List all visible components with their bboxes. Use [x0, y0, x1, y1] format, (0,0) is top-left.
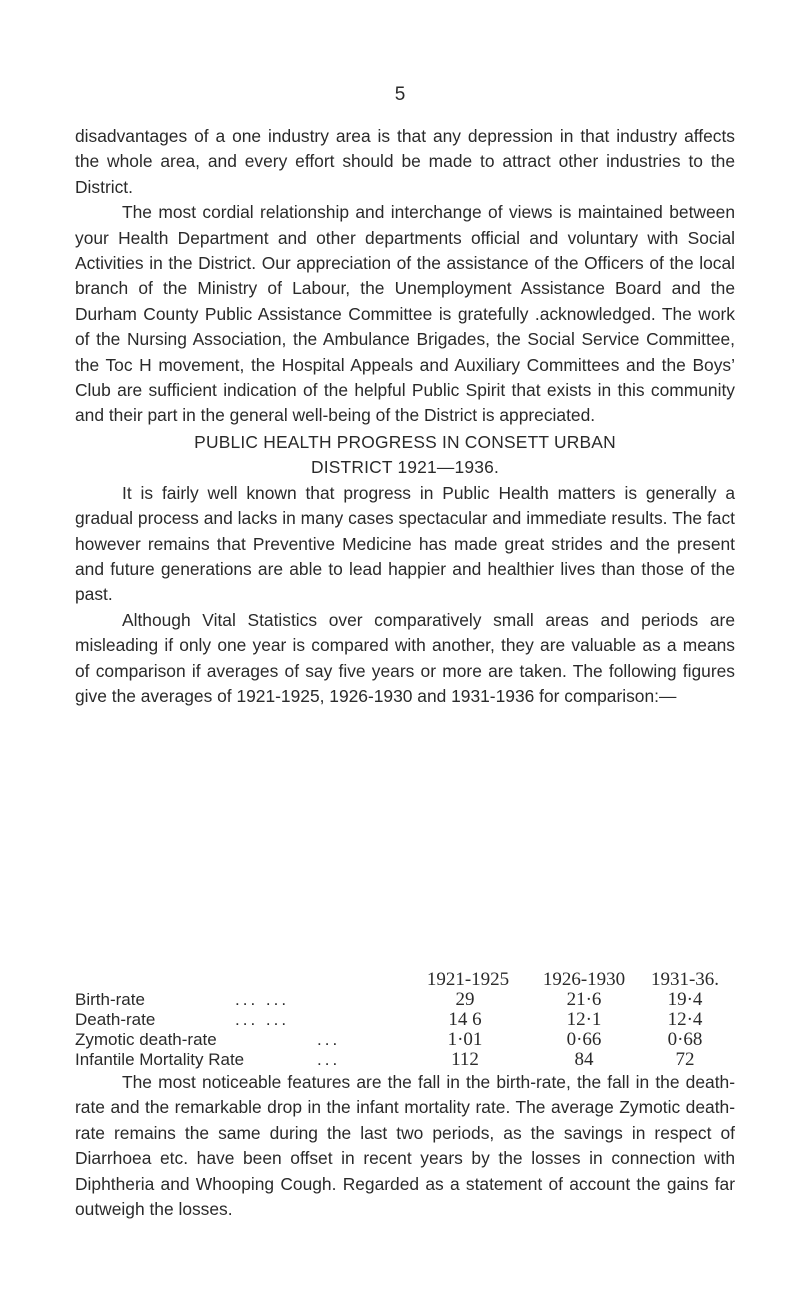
table-cell: 112 — [451, 1049, 479, 1070]
paragraph: disadvantages of a one industry area is that any depression in that industry affects the whole area, and every effort should be made to attract other industries to the District. — [75, 126, 735, 197]
paragraph: Although Vital Statistics over comparatively small areas and periods are misleading if only one year is compared with another, they are valuable as a means of comparison if averages of say five years or more are taken. The following figures give the averages of 1921-1925, 1926-1930 and 1931-1936 for comparison:— — [75, 609, 735, 706]
row-label: Birth-rate — [75, 990, 145, 1009]
row-label: Death-rate — [75, 1010, 156, 1029]
table-row — [75, 990, 755, 1010]
body-text-top — [75, 124, 735, 709]
leader-dots: ... — [317, 1030, 341, 1049]
table-cell: 12·4 — [667, 1009, 703, 1030]
section-heading-line-2: DISTRICT 1921—1936. — [310, 457, 500, 478]
table-cell: 19·4 — [667, 989, 703, 1010]
column-header: 1921-1925 — [426, 969, 510, 990]
vital-statistics-table — [75, 970, 755, 1070]
table-cell: 12·1 — [566, 1009, 602, 1030]
paragraph: It is fairly well known that progress in Public Health matters is generally a gradual process and lacks in many cases spectacular and immediate results. The fact however remains that Preventive Medicine has made great strides and the present and future generations are able to lead happier and healthier lives than those of the past. — [75, 482, 735, 605]
table-cell: 14 6 — [448, 1009, 482, 1030]
table-row — [75, 1050, 755, 1070]
paragraph: The most noticeable features are the fall in the birth-rate, the fall in the death-rate and the remarkable drop in the infant mortality rate. The average Zymotic death-rate remains the same during the last two periods, as the savings in respect of Diarrhoea etc. have been offset in recent years by the losses in connection with Diphtheria and Whooping Cough. Regarded as a statement of account the gains far outweigh the losses. — [75, 1072, 735, 1220]
leader-dots: ... — [317, 1050, 341, 1069]
table-header-row — [75, 970, 755, 990]
row-label: Zymotic death-rate — [75, 1030, 217, 1049]
table-cell: 72 — [675, 1049, 695, 1070]
page-number: 5 — [394, 84, 406, 105]
column-header: 1931-36. — [650, 969, 720, 990]
table-cell: 84 — [574, 1049, 594, 1070]
table-row — [75, 1010, 755, 1030]
section-heading-line-1: PUBLIC HEALTH PROGRESS IN CONSETT URBAN — [194, 431, 616, 452]
table-cell: 21·6 — [566, 989, 602, 1010]
leader-dots: ... ... — [235, 1010, 290, 1029]
row-label: Infantile Mortality Rate — [75, 1050, 245, 1069]
paragraph: The most cordial relationship and interchange of views is maintained between your Health Department and other departments official and voluntary with Social Activities in the District. Our appreciation of the assistance of the Officers of the local branch of the Ministry of Labour, the Unemployment Assistance Board and the Durham County Public Assistance Committee is gratefully .acknowledged. The work of the Nursing Association, the Ambulance Brigades, the Social Service Committee, the Toc H movement, the Hospital Appeals and Auxiliary Committees and the Boys’ Club are sufficient indication of the helpful Public Spirit that exists in this community and their part in the general well-being of the District is appreciated. — [75, 202, 735, 426]
table-cell: 29 — [455, 989, 475, 1010]
table-row — [75, 1030, 755, 1050]
table-cell: 1·01 — [447, 1029, 483, 1050]
body-text-bottom — [75, 1070, 735, 1222]
column-header: 1926-1930 — [542, 969, 626, 990]
leader-dots: ... ... — [235, 990, 290, 1009]
table-cell: 0·68 — [667, 1029, 703, 1050]
table-cell: 0·66 — [566, 1029, 602, 1050]
